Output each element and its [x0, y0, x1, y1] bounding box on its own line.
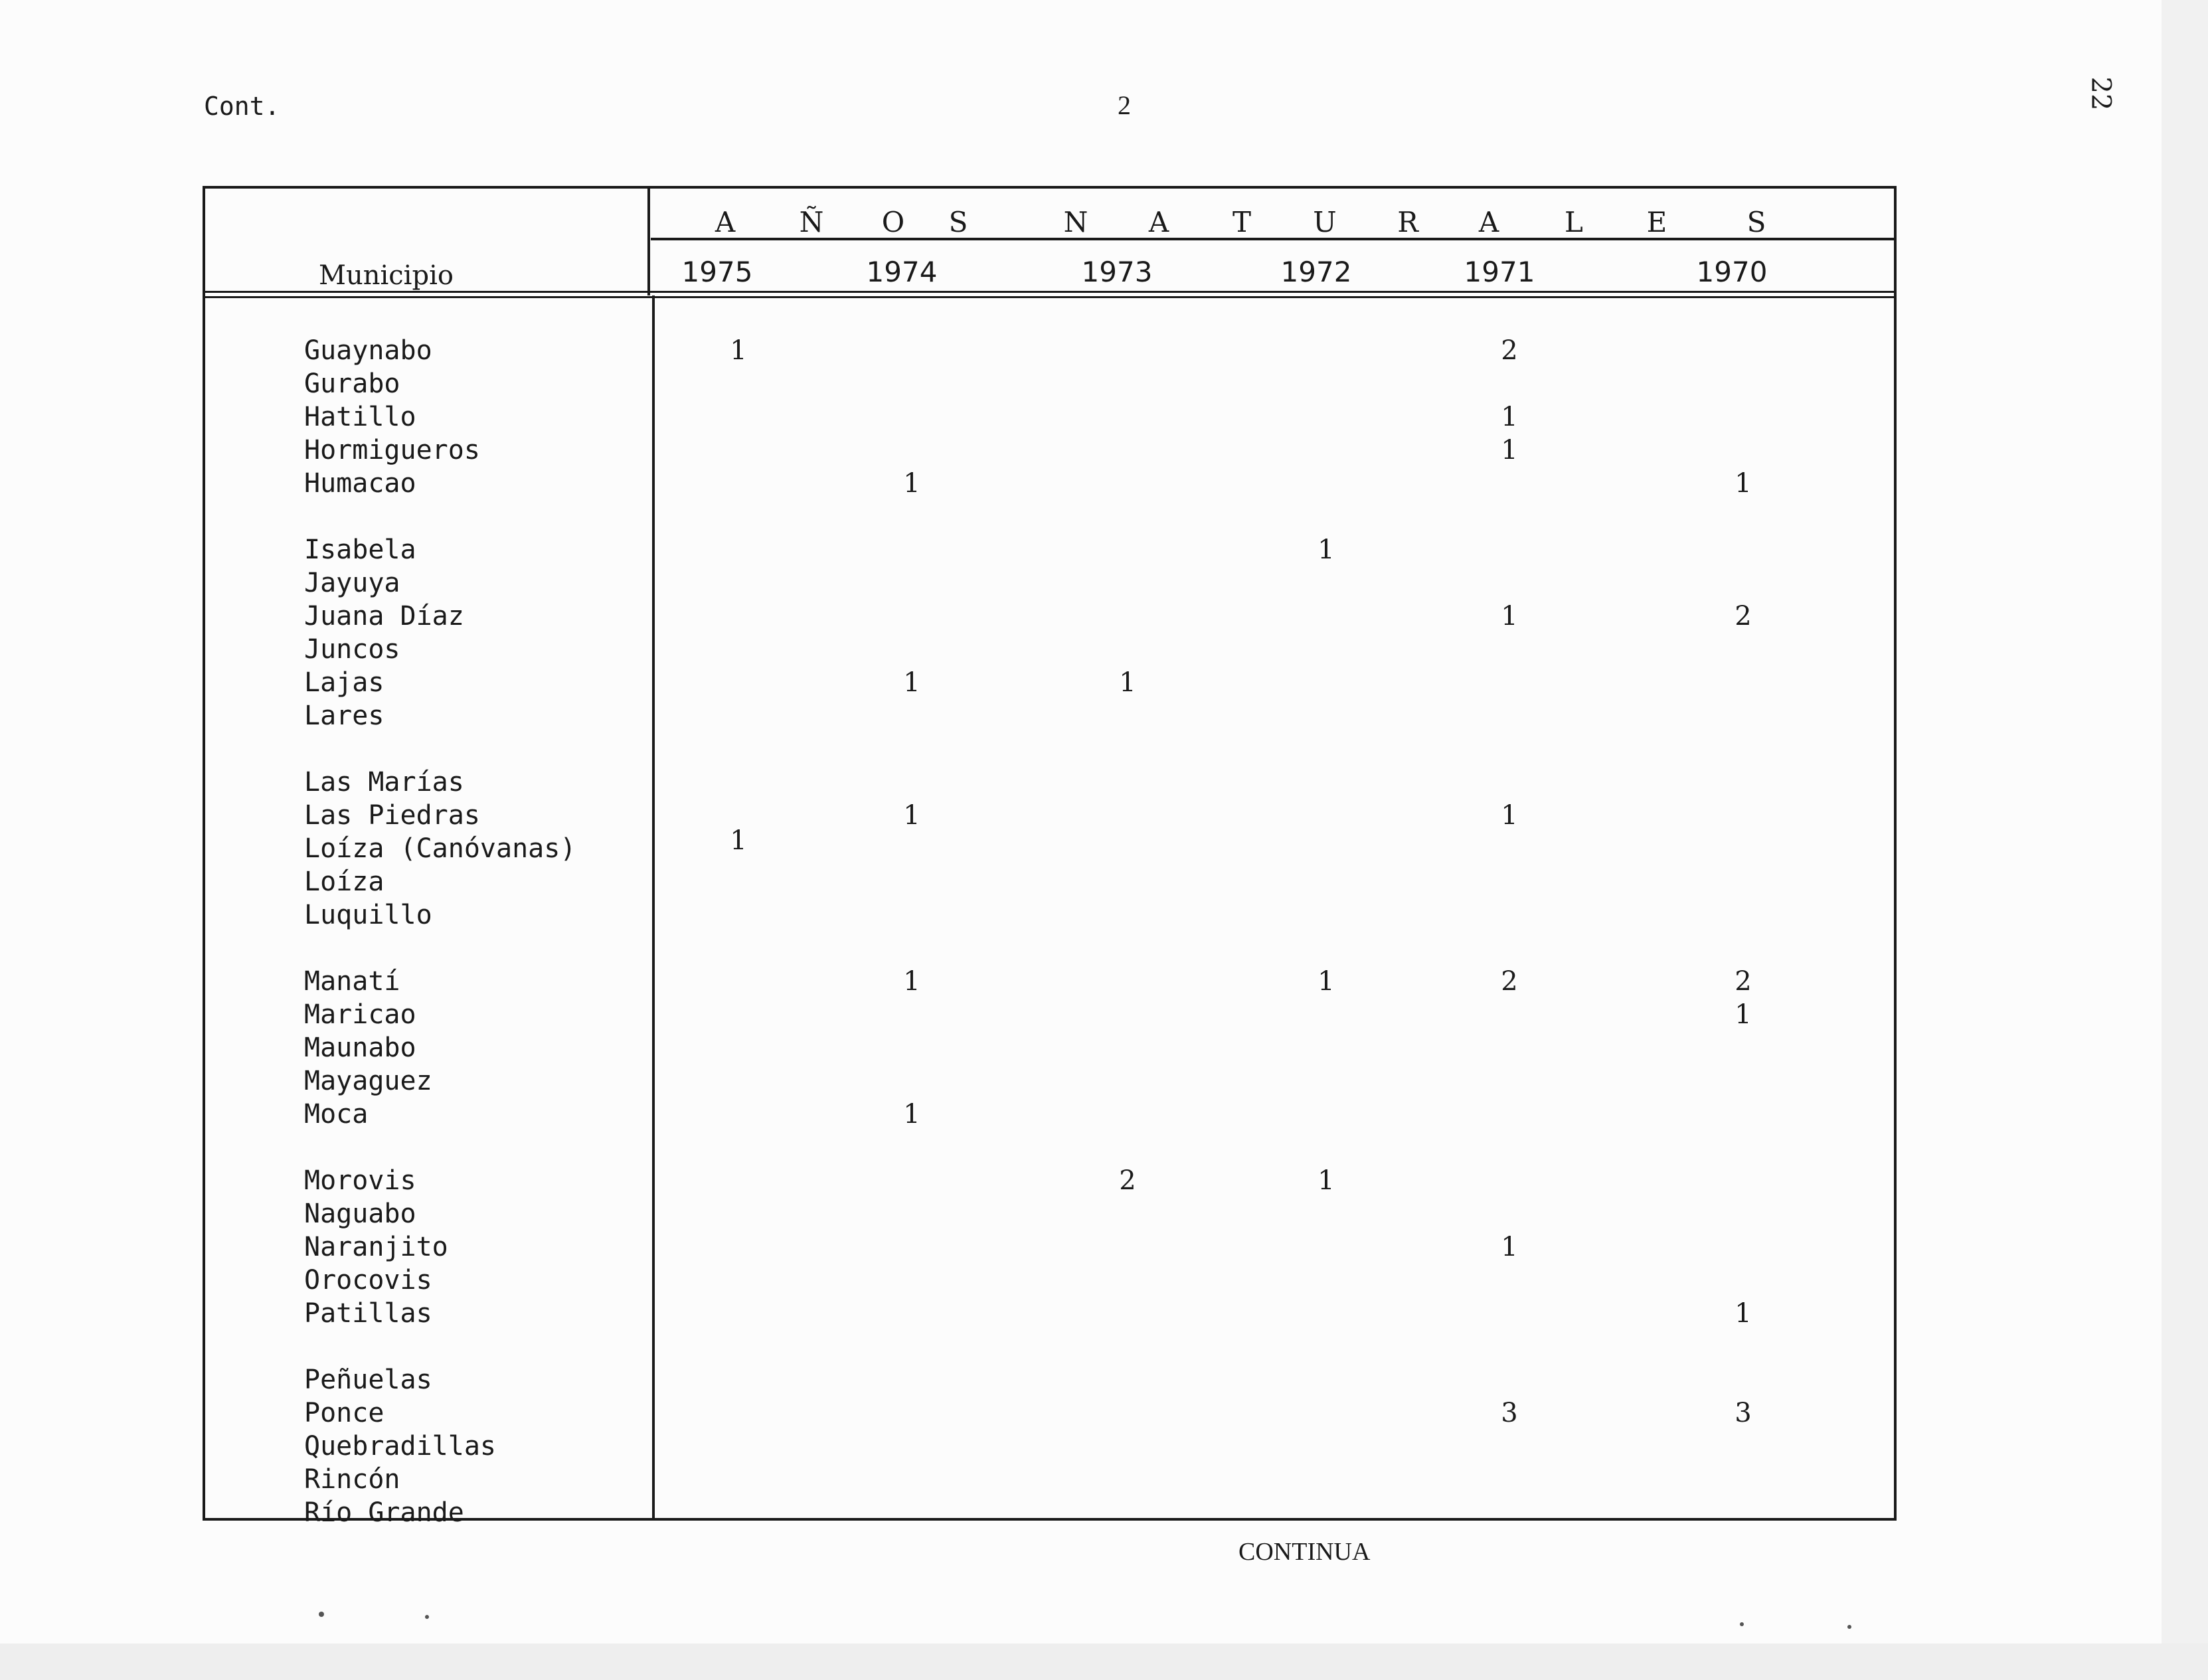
scan-speck: [1847, 1625, 1851, 1629]
municipio-name: Gurabo: [304, 369, 400, 399]
municipio-name: Rincón: [304, 1464, 400, 1495]
municipio-name: Loíza: [304, 867, 384, 897]
cont-label: Cont.: [204, 92, 280, 121]
group-header-letter: U: [1313, 206, 1337, 238]
scan-speck: [1740, 1622, 1744, 1626]
municipio-name: Maunabo: [304, 1033, 416, 1063]
continua-label: CONTINUA: [1238, 1538, 1371, 1566]
count-cell-1973: 1: [1119, 667, 1136, 698]
municipio-name: Maricao: [304, 999, 416, 1030]
municipio-name: Las Piedras: [304, 800, 480, 831]
year-header-1973: 1973: [1081, 256, 1153, 288]
count-cell-1970: 1: [1735, 468, 1752, 499]
header-column-divider: [647, 186, 650, 295]
count-cell-1971: 1: [1501, 1232, 1518, 1262]
municipio-name: Quebradillas: [304, 1431, 496, 1462]
count-cell-1974: 1: [903, 1099, 920, 1130]
count-cell-1970: 3: [1735, 1398, 1752, 1428]
municipio-name: Jayuya: [304, 568, 400, 598]
group-header-letter: E: [1646, 206, 1667, 238]
count-cell-1971: 1: [1501, 402, 1518, 432]
count-cell-1974: 1: [903, 468, 920, 499]
year-header-1972: 1972: [1280, 256, 1352, 288]
count-cell-1974: 1: [903, 667, 920, 698]
municipio-name: Peñuelas: [304, 1365, 432, 1395]
center-page-number: 2: [1118, 90, 1131, 120]
group-header-letter: O: [881, 206, 905, 238]
municipio-name: Naguabo: [304, 1199, 416, 1229]
year-header-1971: 1971: [1464, 256, 1535, 288]
count-cell-1971: 1: [1501, 800, 1518, 831]
municipio-name: Isabela: [304, 535, 416, 565]
municipio-name: Lajas: [304, 667, 384, 698]
municipio-name: Mayaguez: [304, 1066, 432, 1096]
count-cell-1970: 1: [1735, 1298, 1752, 1329]
count-cell-1971: 1: [1501, 435, 1518, 465]
count-cell-1972: 1: [1317, 535, 1335, 565]
municipio-name: Hormigueros: [304, 435, 480, 465]
count-cell-1971: 1: [1501, 601, 1518, 631]
municipio-name: Humacao: [304, 468, 416, 499]
count-cell-1975: 1: [730, 335, 747, 366]
count-cell-1974: 1: [903, 966, 920, 997]
count-cell-1974: 1: [903, 800, 920, 831]
group-header-letter: S: [1746, 206, 1766, 238]
year-header-1974: 1974: [866, 256, 938, 288]
municipio-name: Manatí: [304, 966, 400, 997]
header-bottom-rule-1: [203, 291, 1897, 293]
group-header-letter: A: [1478, 206, 1499, 238]
page-edge-shadow: [2162, 0, 2208, 1680]
municipio-name: Juncos: [304, 634, 400, 665]
group-header-letter: R: [1397, 206, 1418, 238]
count-cell-1970: 2: [1735, 966, 1752, 997]
count-cell-1970: 1: [1735, 999, 1752, 1030]
count-cell-1971: 3: [1501, 1398, 1518, 1428]
municipio-name: Loíza (Canóvanas): [304, 833, 576, 864]
year-header-1970: 1970: [1696, 256, 1768, 288]
count-cell-1975: 1: [730, 825, 747, 856]
municipio-name: Patillas: [304, 1298, 432, 1329]
municipio-name: Naranjito: [304, 1232, 448, 1262]
municipio-header: Municipio: [319, 260, 454, 291]
municipio-name: Morovis: [304, 1165, 416, 1196]
municipio-name: Lares: [304, 701, 384, 731]
municipio-name: Luquillo: [304, 900, 432, 930]
group-header-letter: N: [1063, 206, 1088, 238]
count-cell-1973: 2: [1119, 1165, 1136, 1196]
municipio-name: Ponce: [304, 1398, 384, 1428]
header-bottom-rule-2: [203, 296, 1897, 298]
group-header-underline: [651, 238, 1897, 240]
body-column-divider: [652, 295, 655, 1521]
group-header-letter: S: [948, 206, 968, 238]
year-header-1975: 1975: [681, 256, 753, 288]
municipio-name: Juana Díaz: [304, 601, 464, 631]
group-header-letter: Ñ: [799, 206, 824, 238]
count-cell-1971: 2: [1501, 335, 1518, 366]
group-header-letter: T: [1232, 206, 1252, 238]
group-header-letter: L: [1565, 206, 1583, 238]
group-header-letter: A: [715, 206, 736, 238]
municipio-name: Hatillo: [304, 402, 416, 432]
municipio-name: Moca: [304, 1099, 369, 1130]
count-cell-1972: 1: [1317, 966, 1335, 997]
municipio-name: Las Marías: [304, 767, 464, 798]
count-cell-1970: 2: [1735, 601, 1752, 631]
count-cell-1971: 2: [1501, 966, 1518, 997]
group-header-letter: A: [1148, 206, 1169, 238]
count-cell-1972: 1: [1317, 1165, 1335, 1196]
page-number: 22: [2085, 76, 2116, 111]
scan-speck: [319, 1612, 324, 1617]
municipio-name: Guaynabo: [304, 335, 432, 366]
municipio-name: Orocovis: [304, 1265, 432, 1296]
page-bottom-shadow: [0, 1643, 2208, 1680]
scan-speck: [425, 1615, 429, 1619]
municipio-name: Río Grande: [304, 1497, 464, 1528]
